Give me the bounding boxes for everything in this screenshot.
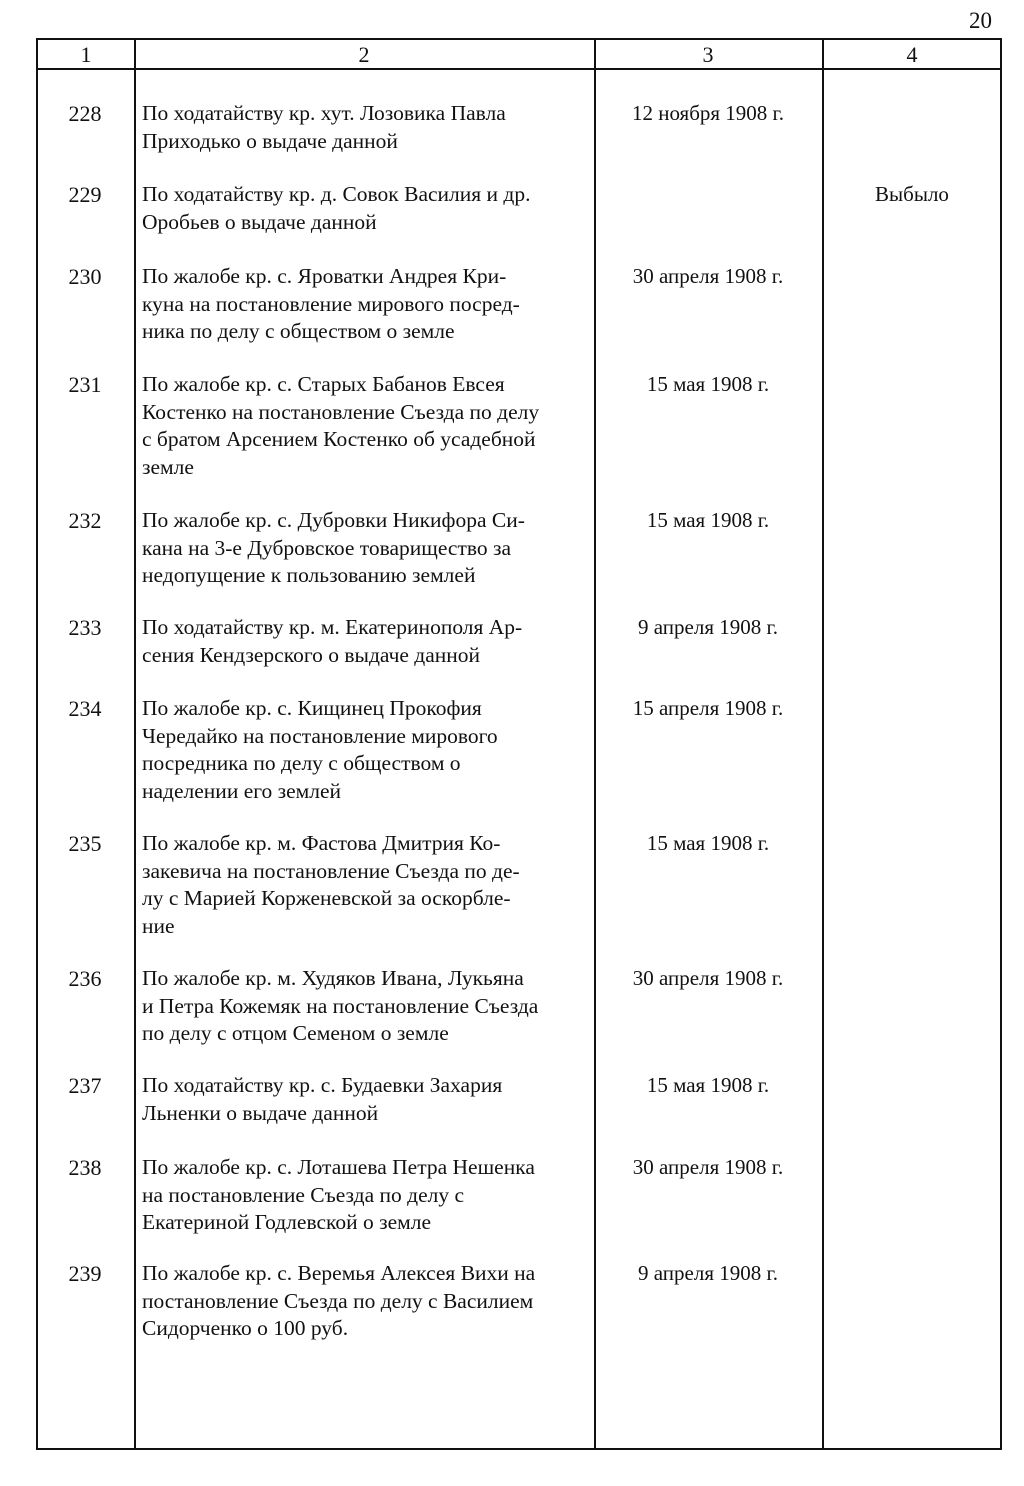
row-description: По жалобе кр. с. Лоташева Петра Нешенка на постановление Съезда по делу с Екатериной Годлевской о земле [142,1155,535,1234]
row-date: 9 апреля 1908 г. [638,1261,778,1285]
row-date: 30 апреля 1908 г. [632,264,784,288]
row-date: 30 апреля 1908 г. [632,1155,784,1179]
column-header-3: 3 [702,42,714,67]
row-number: 229 [68,182,102,207]
row-number: 236 [68,966,102,991]
row-number: 239 [68,1261,102,1286]
column-divider [594,40,596,1448]
row-description: По жалобе кр. с. Веремья Алексея Вихи на постановление Съезда по делу с Василием Сидорченко о 100 руб. [142,1261,536,1340]
register-table [36,38,1002,1450]
row-description: По жалобе кр. м. Фастова Дмитрия Ко- закевича на постановление Съезда по де- лу с Марией Корженевской за оскорбле- ние [142,831,520,938]
row-description: По жалобе кр. м. Худяков Ивана, Лукьяна и Петра Кожемяк на постановление Съезда по делу с отцом Семеном о земле [142,966,539,1045]
row-number: 231 [68,372,102,397]
column-divider [822,40,824,1448]
row-description: По жалобе кр. с. Дубровки Никифора Си- кана на 3-е Дубровское товарищество за недопущение к пользованию землей [142,508,525,587]
row-description: По жалобе кр. с. Кищинец Прокофия Чередайко на постановление мирового посредника по делу с обществом о наделении его землей [142,696,498,803]
row-date: 15 мая 1908 г. [646,831,770,855]
column-header-2: 2 [358,42,370,67]
column-divider [134,40,136,1448]
row-description: По ходатайству кр. с. Будаевки Захария Льненки о выдаче данной [142,1073,503,1125]
row-number: 235 [68,831,102,856]
row-description: По ходатайству кр. хут. Лозовика Павла Приходько о выдаче данной [142,101,506,153]
row-note: Выбыло [875,182,949,206]
row-description: По ходатайству кр. м. Екатеринополя Ар- сения Кендзерского о выдаче данной [142,615,523,667]
row-date: 9 апреля 1908 г. [638,615,778,639]
row-date: 15 апреля 1908 г. [632,696,784,720]
row-number: 228 [68,101,102,126]
row-date: 15 мая 1908 г. [646,372,770,396]
header-divider [38,68,1000,70]
row-number: 230 [68,264,102,289]
row-date: 15 мая 1908 г. [646,1073,770,1097]
row-date: 30 апреля 1908 г. [632,966,784,990]
row-description: По жалобе кр. с. Старых Бабанов Евсея Костенко на постановление Съезда по делу с братом Арсением Костенко об усадебной земле [142,372,540,479]
row-number: 234 [68,696,102,721]
row-description: По жалобе кр. с. Яроватки Андрея Кри- куна на постановление мирового посред- ника по делу с обществом о земле [142,264,520,343]
row-number: 232 [68,508,102,533]
row-date: 12 ноября 1908 г. [631,101,785,125]
page-number: 20 [969,8,992,33]
row-date: 15 мая 1908 г. [646,508,770,532]
row-description: По ходатайству кр. д. Совок Василия и др. Оробьев о выдаче данной [142,182,531,234]
row-number: 237 [68,1073,102,1098]
row-number: 233 [68,615,102,640]
column-header-4: 4 [906,42,918,67]
row-number: 238 [68,1155,102,1180]
column-header-1: 1 [80,42,92,67]
